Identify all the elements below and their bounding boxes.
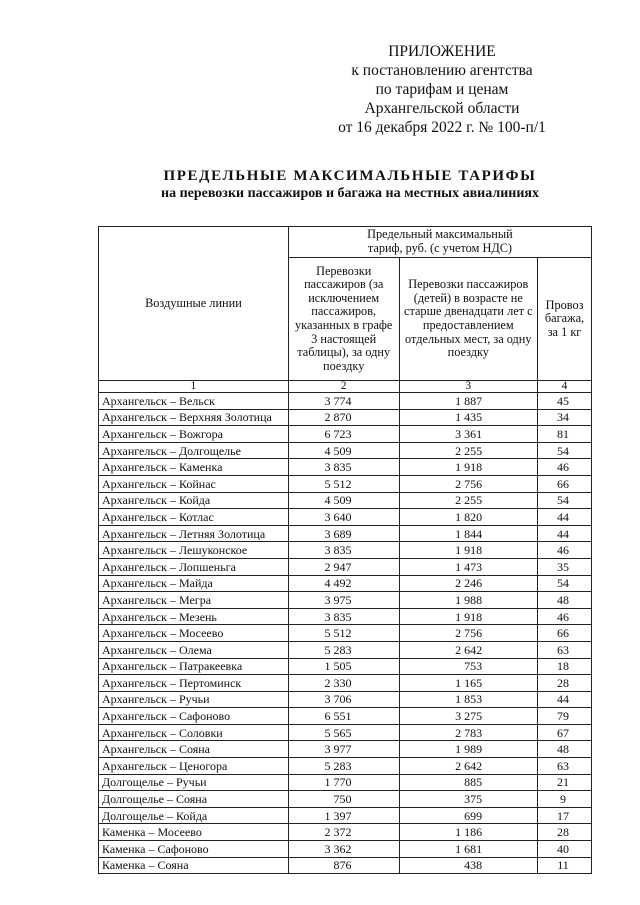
appendix-title: ПРИЛОЖЕНИЕ (388, 43, 496, 60)
table-row (99, 658, 592, 675)
child-fare-cell: 2 255 (399, 492, 538, 509)
adult-fare-cell: 4 509 (288, 442, 399, 459)
child-fare-cell: 3 361 (399, 426, 538, 443)
route-cell: Архангельск – Ценогора (99, 758, 289, 775)
baggage-fare-cell: 34 (538, 409, 592, 426)
child-fare-cell: 1 918 (399, 608, 538, 625)
appendix-line: Архангельской области (364, 100, 520, 117)
child-fare-cell: 1 918 (399, 459, 538, 476)
baggage-fare-cell: 17 (538, 807, 592, 824)
route-cell: Архангельск – Койда (99, 492, 289, 509)
route-cell: Архангельск – Сафоново (99, 708, 289, 725)
child-fare-cell: 2 642 (399, 758, 538, 775)
column-number: 4 (538, 381, 592, 393)
header-baggage-fare: Провоз багажа, за 1 кг (538, 258, 592, 381)
table-row (99, 708, 592, 725)
adult-fare-cell: 2 330 (288, 675, 399, 692)
tariff-rows (99, 393, 592, 874)
baggage-fare-cell: 35 (538, 558, 592, 575)
baggage-fare-cell: 48 (538, 741, 592, 758)
adult-fare-cell: 750 (288, 791, 399, 808)
child-fare-cell: 1 988 (399, 592, 538, 609)
adult-fare-cell: 4 509 (288, 492, 399, 509)
adult-fare-cell: 2 947 (288, 558, 399, 575)
route-cell: Архангельск – Соловки (99, 724, 289, 741)
document-subtitle: на перевозки пассажиров и багажа на местных авиалиниях (161, 186, 539, 201)
adult-fare-cell: 3 689 (288, 525, 399, 542)
adult-fare-cell: 5 283 (288, 641, 399, 658)
table-row (99, 442, 592, 459)
baggage-fare-cell: 54 (538, 492, 592, 509)
child-fare-cell: 1 887 (399, 393, 538, 410)
child-fare-cell: 2 756 (399, 625, 538, 642)
child-fare-cell: 1 681 (399, 841, 538, 858)
baggage-fare-cell: 66 (538, 475, 592, 492)
adult-fare-cell: 876 (288, 857, 399, 874)
child-fare-cell: 753 (399, 658, 538, 675)
route-cell: Каменка – Сафоново (99, 841, 289, 858)
table-row (99, 525, 592, 542)
route-cell: Долгощелье – Сояна (99, 791, 289, 808)
baggage-fare-cell: 48 (538, 592, 592, 609)
table-row (99, 625, 592, 642)
adult-fare-cell: 5 565 (288, 724, 399, 741)
child-fare-cell: 699 (399, 807, 538, 824)
baggage-fare-cell: 79 (538, 708, 592, 725)
adult-fare-cell: 2 372 (288, 824, 399, 841)
table-row (99, 741, 592, 758)
route-cell: Каменка – Сояна (99, 857, 289, 874)
table-row (99, 791, 592, 808)
appendix-header (312, 42, 572, 137)
document-title: ПРЕДЕЛЬНЫЕ МАКСИМАЛЬНЫЕ ТАРИФЫ (163, 168, 537, 184)
table-row (99, 857, 592, 874)
appendix-line: к постановлению агентства (351, 62, 533, 79)
adult-fare-cell: 1 505 (288, 658, 399, 675)
route-cell: Архангельск – Ручьи (99, 691, 289, 708)
route-cell: Архангельск – Патракеевка (99, 658, 289, 675)
table-row (99, 774, 592, 791)
baggage-fare-cell: 46 (538, 542, 592, 559)
adult-fare-cell: 3 362 (288, 841, 399, 858)
route-cell: Каменка – Мосеево (99, 824, 289, 841)
child-fare-cell: 1 820 (399, 509, 538, 526)
adult-fare-cell: 1 397 (288, 807, 399, 824)
baggage-fare-cell: 44 (538, 525, 592, 542)
adult-fare-cell: 3 774 (288, 393, 399, 410)
table-row (99, 475, 592, 492)
column-number: 2 (288, 381, 399, 393)
baggage-fare-cell: 44 (538, 509, 592, 526)
baggage-fare-cell: 63 (538, 758, 592, 775)
route-cell: Архангельск – Майда (99, 575, 289, 592)
adult-fare-cell: 5 512 (288, 475, 399, 492)
route-cell: Долгощелье – Ручьи (99, 774, 289, 791)
route-cell: Архангельск – Мегра (99, 592, 289, 609)
baggage-fare-cell: 81 (538, 426, 592, 443)
child-fare-cell: 1 165 (399, 675, 538, 692)
child-fare-cell: 375 (399, 791, 538, 808)
route-cell: Архангельск – Койнас (99, 475, 289, 492)
header-max-tariff-group: Предельный максимальный тариф, руб. (с учетом НДС) (288, 227, 591, 258)
baggage-fare-cell: 28 (538, 824, 592, 841)
baggage-fare-cell: 45 (538, 393, 592, 410)
child-fare-cell: 2 642 (399, 641, 538, 658)
adult-fare-cell: 5 512 (288, 625, 399, 642)
adult-fare-cell: 2 870 (288, 409, 399, 426)
baggage-fare-cell: 67 (538, 724, 592, 741)
baggage-fare-cell: 54 (538, 575, 592, 592)
appendix-date: от 16 декабря 2022 г. № 100-п/1 (338, 119, 546, 136)
route-cell: Архангельск – Сояна (99, 741, 289, 758)
column-number: 1 (99, 381, 289, 393)
route-cell: Архангельск – Летняя Золотица (99, 525, 289, 542)
child-fare-cell: 2 756 (399, 475, 538, 492)
adult-fare-cell: 4 492 (288, 575, 399, 592)
adult-fare-cell: 3 835 (288, 542, 399, 559)
baggage-fare-cell: 54 (538, 442, 592, 459)
child-fare-cell: 438 (399, 857, 538, 874)
table-row (99, 841, 592, 858)
child-fare-cell: 1 844 (399, 525, 538, 542)
adult-fare-cell: 6 723 (288, 426, 399, 443)
route-cell: Архангельск – Лешуконское (99, 542, 289, 559)
header-child-fare: Перевозки пассажиров (детей) в возрасте не старше двенадцати лет с предоставлением отдельных мест, за одну поездку (399, 258, 538, 381)
child-fare-cell: 1 989 (399, 741, 538, 758)
header-air-lines: Воздушные линии (99, 227, 289, 381)
baggage-fare-cell: 46 (538, 459, 592, 476)
child-fare-cell: 2 255 (399, 442, 538, 459)
adult-fare-cell: 3 835 (288, 459, 399, 476)
adult-fare-cell: 3 975 (288, 592, 399, 609)
child-fare-cell: 2 246 (399, 575, 538, 592)
adult-fare-cell: 1 770 (288, 774, 399, 791)
table-row (99, 426, 592, 443)
baggage-fare-cell: 11 (538, 857, 592, 874)
baggage-fare-cell: 18 (538, 658, 592, 675)
table-row (99, 824, 592, 841)
child-fare-cell: 2 783 (399, 724, 538, 741)
table-row (99, 492, 592, 509)
table-row (99, 509, 592, 526)
route-cell: Архангельск – Мезень (99, 608, 289, 625)
table-row (99, 592, 592, 609)
child-fare-cell: 885 (399, 774, 538, 791)
baggage-fare-cell: 21 (538, 774, 592, 791)
adult-fare-cell: 3 706 (288, 691, 399, 708)
route-cell: Архангельск – Вожгора (99, 426, 289, 443)
table-row (99, 558, 592, 575)
route-cell: Долгощелье – Койда (99, 807, 289, 824)
table-row (99, 542, 592, 559)
appendix-line: по тарифам и ценам (375, 81, 509, 98)
baggage-fare-cell: 66 (538, 625, 592, 642)
route-cell: Архангельск – Котлас (99, 509, 289, 526)
adult-fare-cell: 3 640 (288, 509, 399, 526)
table-row (99, 575, 592, 592)
route-cell: Архангельск – Верхняя Золотица (99, 409, 289, 426)
table-row (99, 675, 592, 692)
table-row (99, 393, 592, 410)
child-fare-cell: 1 186 (399, 824, 538, 841)
table-row (99, 724, 592, 741)
adult-fare-cell: 3 977 (288, 741, 399, 758)
table-row (99, 409, 592, 426)
child-fare-cell: 1 435 (399, 409, 538, 426)
table-row (99, 758, 592, 775)
child-fare-cell: 3 275 (399, 708, 538, 725)
route-cell: Архангельск – Мосеево (99, 625, 289, 642)
adult-fare-cell: 3 835 (288, 608, 399, 625)
column-number-row (99, 381, 592, 393)
table-row (99, 641, 592, 658)
route-cell: Архангельск – Вельск (99, 393, 289, 410)
baggage-fare-cell: 9 (538, 791, 592, 808)
table-row (99, 459, 592, 476)
route-cell: Архангельск – Долгощелье (99, 442, 289, 459)
baggage-fare-cell: 44 (538, 691, 592, 708)
adult-fare-cell: 5 283 (288, 758, 399, 775)
child-fare-cell: 1 918 (399, 542, 538, 559)
route-cell: Архангельск – Каменка (99, 459, 289, 476)
column-number: 3 (399, 381, 538, 393)
tariff-table (98, 226, 592, 874)
adult-fare-cell: 6 551 (288, 708, 399, 725)
header-adult-fare: Перевозки пассажиров (за исключением пассажиров, указанных в графе 3 настоящей таблицы), за одну поездку (288, 258, 399, 381)
baggage-fare-cell: 28 (538, 675, 592, 692)
table-row (99, 807, 592, 824)
baggage-fare-cell: 63 (538, 641, 592, 658)
table-row (99, 608, 592, 625)
baggage-fare-cell: 46 (538, 608, 592, 625)
table-row (99, 691, 592, 708)
child-fare-cell: 1 473 (399, 558, 538, 575)
route-cell: Архангельск – Олема (99, 641, 289, 658)
route-cell: Архангельск – Пертоминск (99, 675, 289, 692)
baggage-fare-cell: 40 (538, 841, 592, 858)
child-fare-cell: 1 853 (399, 691, 538, 708)
route-cell: Архангельск – Лопшеньга (99, 558, 289, 575)
